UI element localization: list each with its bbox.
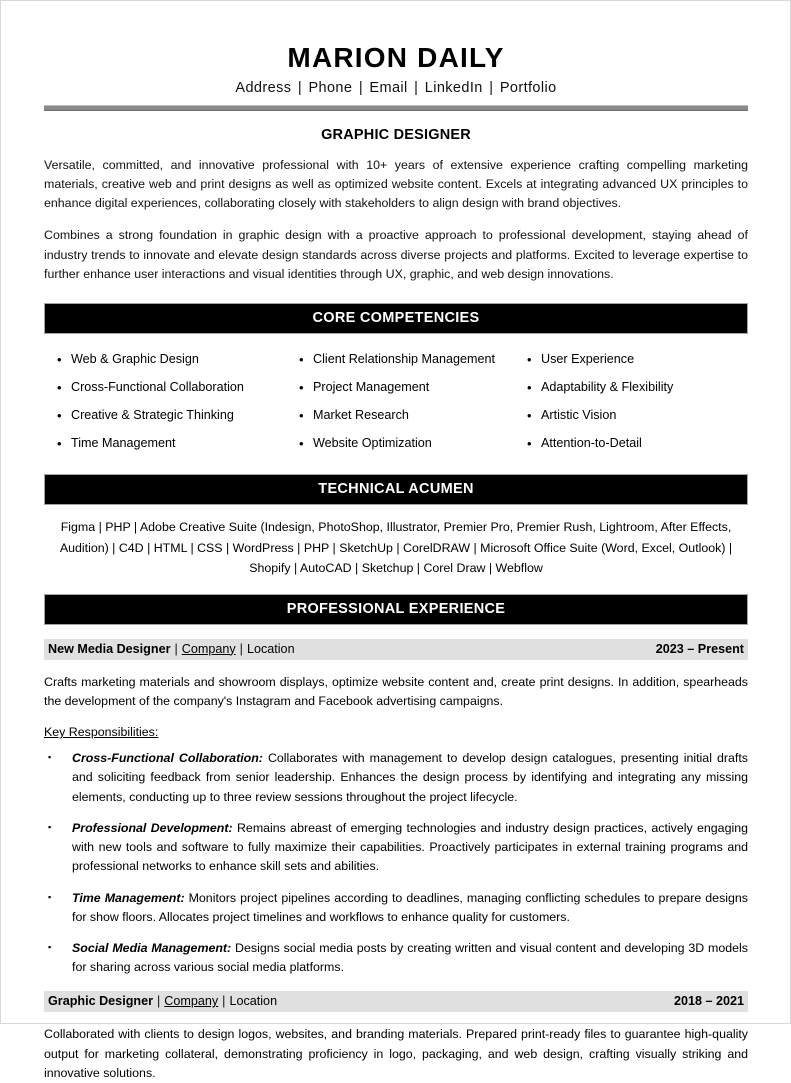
list-item: [44, 374, 286, 402]
bullet-dot-icon: •: [299, 380, 304, 396]
contact-item-linkedin[interactable]: LinkedIn: [424, 79, 483, 96]
section-header-technical-acumen: TECHNICAL ACUMEN: [44, 474, 748, 505]
list-item: [44, 939, 748, 977]
bullet-dot-icon: •: [299, 352, 304, 368]
contact-line: [44, 80, 748, 96]
competency-label: User Experience: [541, 352, 635, 367]
responsibility-text: [72, 889, 748, 927]
contact-item-phone[interactable]: Phone: [308, 79, 353, 96]
job-separator: |: [174, 641, 178, 656]
responsibility-detail: Collaborates with management to develop design catalogues, presenting initial drafts and soliciting feedback from senior leadership. Enhances the design process by identifying and integrating any missing elements, conducting up to three review sessions throughout the project lifecycle.: [72, 751, 748, 804]
list-item: [44, 889, 748, 927]
target-job-title: GRAPHIC DESIGNER: [321, 126, 471, 143]
contact-separator: |: [414, 79, 419, 96]
header-divider: [44, 105, 748, 111]
job-title: New Media Designer: [48, 641, 171, 656]
job-header-bar: [44, 991, 748, 1012]
bullet-dot-icon: •: [527, 352, 532, 368]
job-dates: 2023 – Present: [655, 641, 744, 656]
competency-label: Client Relationship Management: [313, 352, 496, 367]
responsibility-term: Professional Development:: [72, 820, 233, 835]
contact-separator: |: [358, 79, 363, 96]
core-competencies-grid: [44, 346, 748, 458]
list-item: [44, 402, 286, 430]
bullet-dot-icon: •: [57, 352, 62, 368]
contact-separator: |: [297, 79, 302, 96]
competency-label: Adaptability & Flexibility: [541, 380, 674, 395]
list-item: [514, 402, 748, 430]
bullet-square-icon: ▪: [48, 891, 52, 902]
job-location: Location: [246, 641, 295, 656]
section-header-core-competencies: CORE COMPETENCIES: [44, 303, 748, 334]
competency-label: Project Management: [313, 380, 430, 395]
job-identity: [48, 642, 295, 656]
competency-label: Market Research: [313, 408, 409, 423]
list-item: [44, 430, 286, 458]
contact-item-email[interactable]: Email: [369, 79, 408, 96]
list-item: [514, 346, 748, 374]
competency-label: Web & Graphic Design: [71, 352, 199, 367]
responsibility-term: Time Management:: [72, 890, 185, 905]
list-item: [44, 749, 748, 807]
responsibility-text: [72, 939, 748, 977]
job-separator: |: [239, 641, 243, 656]
job-dates: 2018 – 2021: [673, 994, 744, 1009]
bullet-dot-icon: •: [299, 436, 304, 452]
responsibility-text: [72, 819, 748, 877]
list-item: [514, 374, 748, 402]
list-item: [44, 346, 286, 374]
list-item: [514, 430, 748, 458]
responsibility-detail: Monitors project pipelines according to deadlines, managing conflicting schedules to prepare designs for show floors. Allocates project timelines and workflows to enhance quality for customers.: [72, 890, 748, 924]
list-item: [286, 374, 514, 402]
bullet-dot-icon: •: [527, 380, 532, 396]
resume-sheet: [44, 1, 748, 1083]
bullet-square-icon: ▪: [48, 752, 52, 763]
job-title: Graphic Designer: [48, 994, 153, 1009]
job-summary: Crafts marketing materials and showroom displays, optimize website content and, create print designs. In addition, spearheads the development of the company's Instagram and Facebook advertising campaigns.: [44, 674, 748, 708]
responsibility-list: [44, 749, 748, 977]
page-title: MARION DAILY: [287, 42, 505, 73]
section-header-professional-experience: PROFESSIONAL EXPERIENCE: [44, 594, 748, 625]
contact-separator: |: [489, 79, 494, 96]
bullet-square-icon: ▪: [48, 941, 52, 952]
responsibility-detail: Remains abreast of emerging technologies and industry design practices, actively engaging with new tools and software to fully maximize their capabilities. Proactively participates in external training programs and professional networks to enhance skill sets and abilities.: [72, 820, 748, 874]
job-identity: [48, 994, 277, 1008]
job-company[interactable]: Company: [181, 641, 236, 656]
competency-label: Artistic Vision: [541, 408, 617, 423]
job-company[interactable]: Company: [164, 994, 219, 1009]
bullet-dot-icon: •: [299, 408, 304, 424]
responsibility-term: Cross-Functional Collaboration:: [72, 751, 263, 766]
contact-item-address[interactable]: Address: [235, 79, 292, 96]
bullet-square-icon: ▪: [48, 821, 52, 832]
responsibility-text: [72, 749, 748, 807]
list-item: [286, 430, 514, 458]
competency-label: Cross-Functional Collaboration: [71, 380, 244, 395]
competency-label: Website Optimization: [313, 436, 432, 451]
key-responsibilities-label: Key Responsibilities:: [44, 725, 159, 740]
job-summary: Collaborated with clients to design logos, websites, and branding materials. Prepared print-ready files to guarantee high-quality output for marketing collateral, demonstrating proficiency in logo, packaging, and web design, crafting visually striking and innovative solutions.: [44, 1027, 748, 1080]
job-separator: |: [222, 994, 226, 1009]
list-item: [286, 402, 514, 430]
list-item: [44, 819, 748, 877]
competency-label: Creative & Strategic Thinking: [71, 408, 234, 423]
contact-item-portfolio[interactable]: Portfolio: [499, 79, 557, 96]
summary-paragraph-1: Versatile, committed, and innovative professional with 10+ years of extensive experience crafting compelling marketing materials, creative web and print designs as well as optimized website content. Excels at integrating advanced UX principles to enhance digital experiences, collaborating closely with stakeholders to align design with brand objectives.: [44, 157, 748, 211]
technical-acumen-text: Figma | PHP | Adobe Creative Suite (Indesign, PhotoShop, Illustrator, Premier Pro, Premier Rush, Lightroom, After Effects, Audition) | C4D | HTML | CSS | WordPress | PHP | SketchUp | CorelDRAW | Microsoft Office Suite (Word, Excel, Outlook) | Shopify | AutoCAD | Sketchup | Corel Draw | Webflow: [59, 520, 733, 575]
job-location: Location: [229, 994, 278, 1009]
responsibility-term: Social Media Management:: [72, 940, 232, 955]
responsibility-detail: Designs social media posts by creating written and visual content and developing 3D models for sharing across various social media platforms.: [72, 940, 748, 975]
competency-label: Attention-to-Detail: [541, 436, 642, 451]
bullet-dot-icon: •: [57, 380, 62, 396]
bullet-dot-icon: •: [57, 408, 62, 424]
job-header-bar: [44, 639, 748, 660]
bullet-dot-icon: •: [527, 436, 532, 452]
list-item: [286, 346, 514, 374]
job-separator: |: [156, 994, 161, 1009]
summary-paragraph-2: Combines a strong foundation in graphic design with a proactive approach to professional development, staying ahead of industry trends to innovate and elevate design standards across diverse projects and platforms. Excited to leverage expertise to further enhance user interactions and visual identities through UX, graphic, and web design innovations.: [44, 228, 748, 281]
bullet-dot-icon: •: [527, 408, 532, 424]
competency-label: Time Management: [71, 436, 176, 451]
bullet-dot-icon: •: [57, 436, 62, 452]
